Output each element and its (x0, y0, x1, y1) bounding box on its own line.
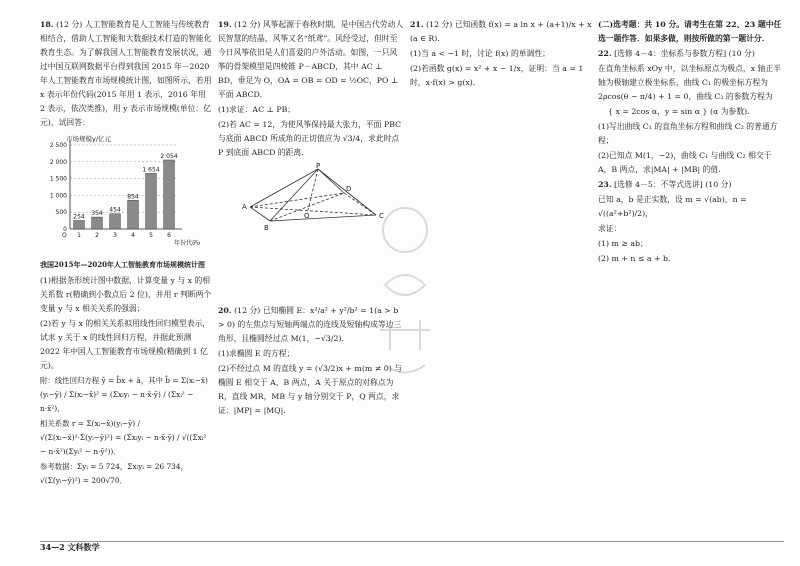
q18-ref: 参考数据：Σyᵢ = 5 724，Σxᵢyᵢ = 26 734，√(Σ(yᵢ−ȳ)²) = 200√70． (40, 462, 188, 485)
q23-number: 23. (598, 180, 612, 189)
x-tick-label: 2 (95, 232, 99, 239)
label-b: B (264, 224, 269, 232)
y-tick-label: 1 000 (49, 192, 67, 200)
q21-number: 21. (410, 20, 424, 29)
label-p: P (316, 162, 321, 170)
bar-value-label: 854 (127, 193, 139, 201)
q19-number: 19. (218, 20, 232, 29)
q21-score: (12 分) (426, 20, 453, 29)
market-bar-chart (40, 133, 200, 251)
label-c: C (379, 212, 384, 220)
bar (110, 214, 121, 229)
q22-sub2: (2)已知点 M(1，−2)，曲线 C₁ 与曲线 C₂ 相交于 A，B 两点，求|MA| + |MB| 的值． (598, 151, 772, 174)
question-21 (410, 18, 592, 91)
bar-value-label: 254 (73, 213, 85, 221)
bar-value-label: 1 654 (142, 166, 160, 174)
q20-intro: 已知椭圆 E：x²/a² + y²/b² = 1(a > b > 0) 的左焦点与短轴两端点的连线及短轴构成等边三角形，且椭圆经过点 M(1，−√3/2)． (218, 306, 402, 343)
q22-intro-para (598, 47, 784, 61)
edge-pb (270, 169, 318, 221)
edge-ab (250, 207, 270, 221)
q23-intro: 已知 a，b 是正实数，设 m = √(ab)，n = √((a²+b²)/2)， (598, 195, 747, 218)
y-tick-label: 2 500 (49, 142, 67, 149)
q22-tag: [选修 4－4：坐标系与参数方程] (614, 49, 727, 58)
watermark-stamp (360, 200, 450, 390)
edge-ad (250, 193, 344, 207)
q18-intro-para (40, 18, 212, 130)
q20-score: (12 分) (234, 306, 261, 315)
q18-sub1: (1)根据条形统计图中数据，计算变量 y 与 x 的相关系数 r(精确到小数点后 2 位)，并用 r 判断两个变量 y 与 x 相关关系的强弱； (40, 276, 212, 313)
q20-sub1: (1)求椭圆 E 的方程； (218, 349, 295, 358)
diag-ac (250, 207, 376, 215)
label-a: A (242, 203, 247, 211)
bar (164, 160, 175, 229)
q18-sub2: (2)若 y 与 x 的相关关系拟用线性回归模型表示，试求 y 关于 x 的线性回归方程，并据此预测 2022 年中国人工智能教育市场规模(精确到 1 亿元)。 (40, 319, 211, 370)
q22-param: { x = 2cos α，y = sin α } (α 为参数)． (608, 107, 755, 116)
q18-note: 附：线性回归方程 ŷ = b̂x + â，其中 b̂ = Σ(xᵢ−x̄)(yᵢ−ȳ) / Σ(xᵢ−x̄)² = (Σxᵢyᵢ − n·x̄·ȳ) / (Σxᵢ² − n·x̄²)， (40, 376, 208, 413)
chart-caption: 我国2015年—2020年人工智能教育市场规模统计图 (40, 260, 205, 269)
x-tick-label: 1 (77, 232, 81, 239)
y-tick-label: 500 (55, 209, 67, 217)
q19-sub2: (2)若 AC = 12，为使风筝保持最大张力，平面 PBC 与底面 ABCD 所成角的正切值应为 √3/4，求此时点 P 到底面 ABCD 的距离． (218, 120, 402, 157)
q19-sub1: (1)求证：AC ⊥ PB； (218, 105, 296, 114)
market-chart (40, 133, 212, 256)
x-tick-label: 5 (149, 232, 153, 239)
x-axis-label: 年份代码x (174, 240, 200, 247)
q18-score: (12 分) (56, 20, 83, 29)
q22-intro: 在直角坐标系 xOy 中，以坐标原点为极点，x 轴正半轴为极轴建立极坐标系，曲线 C₁ 的极坐标方程为 2ρcos(θ − π/4) + 1 = 0，曲线 C₂ 的参数方程为 (598, 64, 781, 101)
q23-ask: 求证： (598, 224, 622, 233)
bar-value-label: 2 054 (160, 152, 178, 160)
y-tick-label: 2 000 (49, 158, 67, 166)
q19-intro: 风筝起源于春秋时期，是中国古代劳动人民智慧的结晶，风筝又名“纸鸢”。风经受过，但时至今日风筝依旧是人们喜爱的户外活动。如图，一只风筝的骨架模型是四棱锥 P－ABCD，其中 AC ⊥ BD，垂足为 O，OA = OB = OD = ½OC，PO ⊥ 平面 ABCD． (218, 20, 404, 99)
q21-sub1: (1)当 a < −1 时，讨论 f(x) 的单调性； (410, 49, 550, 58)
q23-sub1: (1) m ≥ ab； (598, 239, 648, 248)
q21-sub2: (2)若函数 g(x) = x² + x − 1/x，证明：当 a = 1 时，x·f(x) > g(x)． (410, 64, 584, 87)
q21-intro-para (410, 18, 592, 46)
q18-number: 18. (40, 20, 54, 29)
bar-value-label: 354 (91, 210, 103, 218)
q23-tag: [选修 4－5：不等式选讲] (614, 180, 703, 189)
q19-score: (12 分) (234, 20, 261, 29)
elective-section (598, 18, 784, 267)
q23-score: (10 分) (705, 180, 732, 189)
bar (74, 220, 85, 229)
y-tick-label: 0 (63, 226, 67, 233)
x-tick-label: 3 (113, 232, 117, 239)
height-po (308, 169, 318, 210)
x-tick-label: 4 (131, 232, 135, 239)
q22-number: 22. (598, 49, 612, 58)
q22-score: (10 分) (728, 49, 755, 58)
bar-value-label: 454 (109, 206, 121, 214)
label-d: D (346, 185, 352, 193)
bar (92, 217, 103, 229)
label-o: O (304, 212, 310, 220)
edge-pd (318, 169, 344, 193)
q22-sub1: (1)写出曲线 C₁ 的直角坐标方程和曲线 C₂ 的普通方程； (598, 122, 778, 145)
x-tick-label: 6 (167, 232, 171, 239)
q20-number: 20. (218, 306, 232, 315)
q19-intro-para (218, 18, 404, 102)
origin-label: O (62, 232, 67, 239)
q18-corr: 相关系数 r = Σ(xᵢ−x̄)(yᵢ−ȳ) / √(Σ(xᵢ−x̄)²·Σ(yᵢ−ȳ)²) = (Σxᵢyᵢ − n·x̄·ȳ) / √((Σxᵢ² − n·x̄²)(Σyᵢ² − n·ȳ²))． (40, 419, 207, 456)
elective-header: (二)选考题：共 10 分。请考生在第 22、23 题中任选一题作答．如果多做，则按所做的第一题计分． (598, 20, 782, 43)
y-tick-label: 1 500 (49, 175, 67, 183)
q18-intro: 人工智能教育是人工智能与传统教育相结合，借助人工智能和大数据技术打造的智能化教育生态。为了解我国人工智能教育发展状况，通过中国互联网数据平台得到我国 2015 年－2020 年人工智能教育市场规模统计图，如图所示，若用 x 表示年份代码(2015 年用 1 表示，2016 年用 2 表示，依次类推)，用 y 表示市场规模(单位：亿元)，试回答： (40, 20, 212, 127)
chart-title: 市场规模y/亿元 (66, 135, 112, 143)
page-footer: 34—2 文科数学 (40, 542, 100, 552)
q23-sub2: (2) m + n ≤ a + b． (598, 254, 676, 263)
q20-sub2: (2)不经过点 M 的直线 y = (√3/2)x + m(m ≠ 0) 与椭圆 E 相交于 A，B 两点，A 关于原点的对称点为 R，直线 MR，MB 与 y 轴分别交于 P，Q 两点，求证：|MP| = |MQ|． (218, 364, 403, 415)
bar (146, 173, 157, 229)
question-18 (40, 18, 212, 489)
q21-intro: 已知函数 f(x) = a ln x + (a+1)/x + x (a ∈ R)． (410, 20, 592, 43)
footer-rule (40, 541, 784, 542)
edge-pa (250, 169, 318, 207)
bar (128, 200, 139, 229)
q23-intro-para (598, 178, 784, 192)
